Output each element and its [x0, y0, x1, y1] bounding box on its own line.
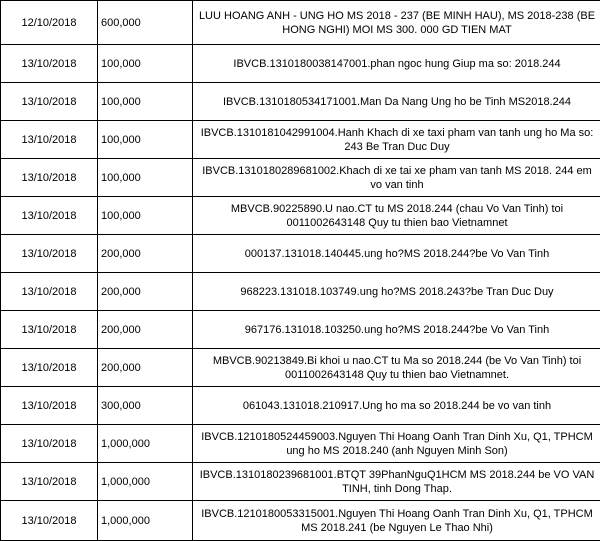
amount-cell: 100,000 — [98, 159, 193, 197]
table-row — [1, 463, 600, 501]
description-cell: IBVCB.1310181042991004.Hanh Khach di xe taxi pham van tanh ung ho Ma so: 243 Be Tran Duc Duy — [193, 121, 600, 159]
description-cell: IBVCB.1310180289681002.Khach di xe tai xe pham van tanh MS 2018. 244 em vo van tinh — [193, 159, 600, 197]
date-cell: 13/10/2018 — [1, 83, 98, 121]
description-cell: 061043.131018.210917.Ung ho ma so 2018.244 be vo van tinh — [193, 387, 600, 425]
description-cell: MBVCB.90213849.Bi khoi u nao.CT tu Ma so 2018.244 (be Vo Van Tinh) toi 0011002643148 Quy tu thien bao Vietnamnet. — [193, 349, 600, 387]
date-cell: 13/10/2018 — [1, 349, 98, 387]
description-cell: IBVCB.1210180053315001.Nguyen Thi Hoang Oanh Tran Dinh Xu, Q1, TPHCM MS 2018.241 (be Nguyen Le Thao Nhi) — [193, 501, 600, 541]
amount-cell: 200,000 — [98, 273, 193, 311]
amount-cell: 100,000 — [98, 121, 193, 159]
date-cell: 13/10/2018 — [1, 463, 98, 501]
amount-cell: 100,000 — [98, 83, 193, 121]
table-row — [1, 83, 600, 121]
date-cell: 13/10/2018 — [1, 501, 98, 541]
table-row — [1, 121, 600, 159]
amount-cell: 600,000 — [98, 1, 193, 45]
description-cell: MBVCB.90225890.U nao.CT tu MS 2018.244 (chau Vo Van Tinh) toi 0011002643148 Quy tu thien bao Vietnamnet — [193, 197, 600, 235]
description-cell: IBVCB.1310180038147001.phan ngoc hung Giup ma so: 2018.244 — [193, 45, 600, 83]
date-cell: 13/10/2018 — [1, 387, 98, 425]
table-row — [1, 425, 600, 463]
amount-cell: 100,000 — [98, 45, 193, 83]
table-row — [1, 273, 600, 311]
table-row — [1, 45, 600, 83]
description-cell: IBVCB.1310180534171001.Man Da Nang Ung ho be Tinh MS2018.244 — [193, 83, 600, 121]
description-cell: 968223.131018.103749.ung ho?MS 2018.243?be Tran Duc Duy — [193, 273, 600, 311]
table-row — [1, 349, 600, 387]
amount-cell: 300,000 — [98, 387, 193, 425]
table-row — [1, 387, 600, 425]
table-row — [1, 501, 600, 541]
date-cell: 13/10/2018 — [1, 197, 98, 235]
amount-cell: 100,000 — [98, 197, 193, 235]
table-row — [1, 235, 600, 273]
amount-cell: 200,000 — [98, 349, 193, 387]
ledger-body — [1, 1, 600, 541]
date-cell: 13/10/2018 — [1, 235, 98, 273]
date-cell: 12/10/2018 — [1, 1, 98, 45]
amount-cell: 1,000,000 — [98, 425, 193, 463]
date-cell: 13/10/2018 — [1, 121, 98, 159]
description-cell: 000137.131018.140445.ung ho?MS 2018.244?be Vo Van Tinh — [193, 235, 600, 273]
amount-cell: 200,000 — [98, 235, 193, 273]
table-row — [1, 311, 600, 349]
table-row — [1, 197, 600, 235]
amount-cell: 200,000 — [98, 311, 193, 349]
amount-cell: 1,000,000 — [98, 501, 193, 541]
table-row — [1, 159, 600, 197]
date-cell: 13/10/2018 — [1, 311, 98, 349]
date-cell: 13/10/2018 — [1, 45, 98, 83]
description-cell: IBVCB.1310180239681001.BTQT 39PhanNguQ1HCM MS 2018.244 be VO VAN TINH, tinh Dong Thap. — [193, 463, 600, 501]
date-cell: 13/10/2018 — [1, 159, 98, 197]
description-cell: 967176.131018.103250.ung ho?MS 2018.244?be Vo Van Tinh — [193, 311, 600, 349]
amount-cell: 1,000,000 — [98, 463, 193, 501]
table-row — [1, 1, 600, 45]
date-cell: 13/10/2018 — [1, 425, 98, 463]
description-cell: LUU HOANG ANH - UNG HO MS 2018 - 237 (BE MINH HAU), MS 2018-238 (BE HONG NGHI) MOI MS 300. 000 GD TIEN MAT — [193, 1, 600, 45]
date-cell: 13/10/2018 — [1, 273, 98, 311]
description-cell: IBVCB.1210180524459003.Nguyen Thi Hoang Oanh Tran Dinh Xu, Q1, TPHCM ung ho MS 2018.240 (anh Nguyen Minh Son) — [193, 425, 600, 463]
